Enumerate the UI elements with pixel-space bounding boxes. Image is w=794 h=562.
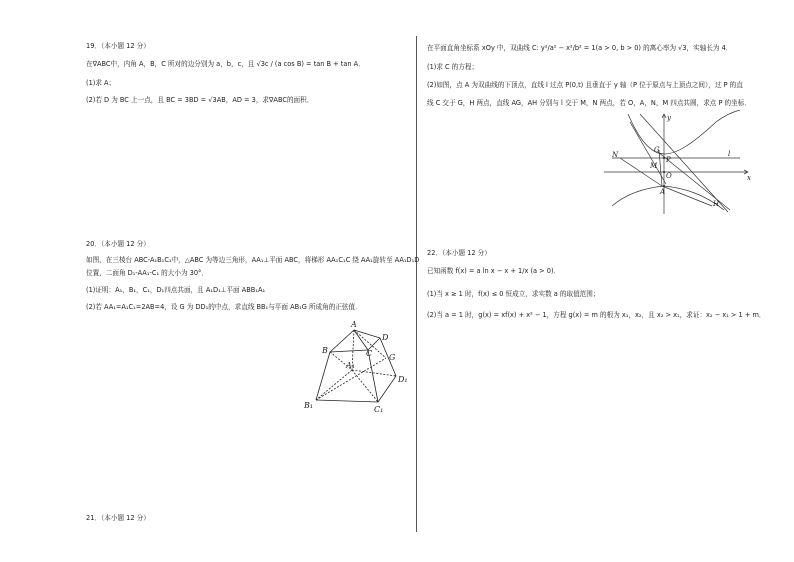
- fig-label-B1: B₁: [304, 401, 314, 410]
- fig-label-B: B: [322, 346, 328, 355]
- fig-label-A1: A₁: [346, 361, 355, 370]
- frustum-figure: [296, 318, 416, 418]
- point-A: [663, 185, 665, 187]
- fig-label-l: l: [728, 150, 731, 158]
- fig-label-D1: D₁: [398, 375, 408, 384]
- q19-header: 19．（本小题 12 分）: [86, 42, 150, 50]
- fig-label-H: H: [713, 200, 720, 208]
- fig-label-x: x: [747, 174, 751, 182]
- q22-part2: (2)当 a = 1 时，g(x) = xf(x) + x² − 1，方程 g(x) = m 的根为 x₁，x₂，且 x₂ > x₁，求证：x₂ − x₁ > 1 + m．: [427, 311, 766, 319]
- fig-label-M: M: [650, 162, 658, 170]
- fig-label-O: O: [666, 172, 672, 180]
- fig-label-A: A: [351, 320, 357, 329]
- point-O: [663, 171, 665, 173]
- q20-part2: (2)若 AA₁=A₁C₁=2AB=4，设 G 为 DD₁的中点，求直线 BB₁与平面 AB₁G 所成角的正弦值．: [86, 303, 362, 311]
- q20-part1: (1)证明：A₁，B₁，C₁，D₁四点共面，且 A₁D₁⊥平面 ABB₁A₁: [86, 286, 266, 294]
- q22-part1: (1)当 x ≥ 1 时，f(x) ≤ 0 恒成立，求实数 a 的取值范围；: [427, 290, 600, 298]
- q21-header: 21．（本小题 12 分）: [86, 514, 150, 522]
- q19-part1: (1)求 A；: [86, 79, 116, 87]
- hyperbola-figure: [600, 110, 756, 216]
- column-divider: [416, 36, 417, 532]
- q20-header: 20．（本小题 12 分）: [86, 240, 150, 248]
- hyperbola-part1: (1)求 C 的方程；: [427, 63, 479, 71]
- fig-label-N: N: [612, 151, 619, 159]
- fig-label-D: D: [382, 333, 389, 342]
- q22-stem: 已知函数 f(x) = a ln x − x + 1/x (a > 0)．: [427, 267, 561, 275]
- q19-part2: (2)若 D 为 BC 上一点，且 BC = 3BD = √3AB，AD = 3，求∇ABC的面积．: [86, 96, 314, 104]
- fig-label-C: C: [366, 349, 373, 358]
- fig-label-G: G: [389, 353, 396, 362]
- hyperbola-part2-cont: 线 C 交于 G，H 两点，直线 AG，AH 分别与 l 交于 M，N 两点，若 O，A，N，M 四点共圆，求点 P 的坐标．: [427, 99, 751, 107]
- fig-label-y: y: [667, 114, 671, 122]
- fig-label-A-hyp: A: [660, 188, 666, 196]
- q22-header: 22．（本小题 12 分）: [427, 249, 491, 257]
- hyperbola-part2: (2)如图，点 A 为双曲线的下顶点，直线 l 过点 P(0,t) 且垂直于 y 轴（P 位于原点与上顶点之间），过 P 的直: [427, 81, 743, 89]
- point-P: [663, 157, 665, 159]
- q20-stem-line1: 如图，在三棱台 ABC-A₁B₁C₁中，△ABC 为等边三角形，AA₁⊥平面 ABC，将梯形 AA₁C₁C 绕 AA₁旋转至 AA₁D₁D: [86, 256, 420, 264]
- hyperbola-stem: 在平面直角坐标系 xOy 中，双曲线 C: y²/a² − x²/b² = 1(a > 0, b > 0) 的离心率为 √3，实轴长为 4．: [427, 44, 733, 52]
- fig-label-G-hyp: G: [654, 146, 660, 154]
- fig-label-P: P: [666, 156, 671, 164]
- q19-stem: 在∇ABC中，内角 A，B，C 所对的边分别为 a，b，c，且 √3c / (a cos B) = tan B + tan A．: [86, 60, 365, 68]
- q20-stem-line2: 位置，二面角 D₁-AA₁-C₁ 的大小为 30°．: [86, 269, 208, 277]
- fig-label-C1: C₁: [374, 405, 384, 414]
